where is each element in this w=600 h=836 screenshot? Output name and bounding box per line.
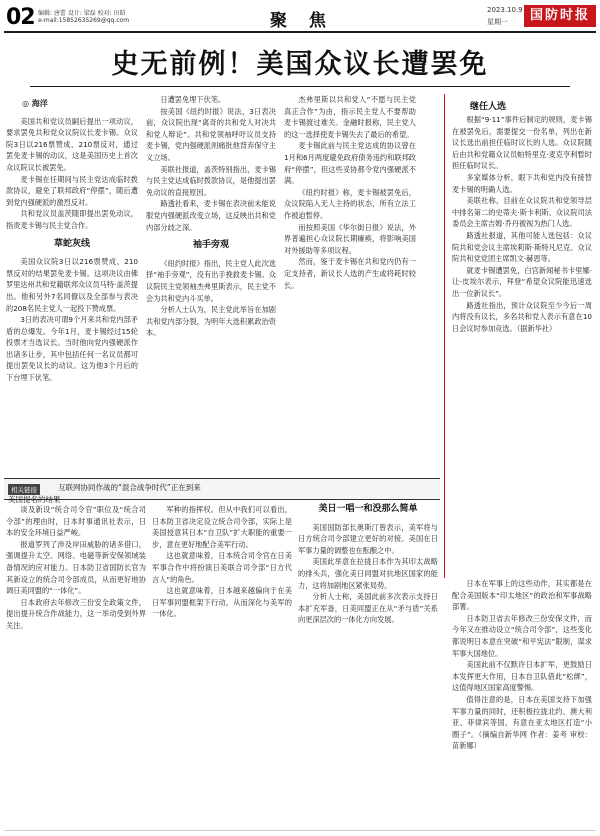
sidebar-title: 继任人选 [470,102,507,112]
article-column-2 [146,94,276,339]
related-tag: 相关链接 [8,484,40,495]
contact-email: e-mail:15852635269@qq.com [38,17,130,24]
paragraph: 而按照美国《华尔街日报》说法，外界普遍担心众议院长期瘫痪，将影响美国对外援助等多项议程。 [284,222,416,255]
section-title: 聚 焦 [270,11,334,31]
headline-rule [30,86,570,87]
page-headline: 史无前例！美国众议长遭罢免 [111,49,489,80]
paragraph: 军种的指挥权。但从中我们可以看出，日本防卫省决定设立统合司令部，实际上是美国授意其日本“自卫队”扩大职能的重要一步，意在更好地配合美军行动。 [152,505,292,549]
paragraph: 然而，鉴于麦卡锡在共和党内仍有一定支持者，新议长人选的产生或将耗时较长。 [284,257,416,290]
masthead [0,0,600,32]
related-subheadline: 美国提名的结果 [8,495,61,504]
paragraph: 《纽约时报》指出，民主党人此次选择“袖手旁观”，没有出手挽救麦卡锡。众议院民主党领袖杰弗里斯表示，民主党不会为共和党内斗买单。 [146,258,276,303]
paragraph: 日本防卫省去年修改三份安保文件，而今年又在推动设立“统合司令部”，这些变化都说明日本意在突破“和平宪法”限制，谋求军事大国地位。 [452,613,592,658]
paragraph: 谈及新设“统合司令官”职位及“统合司令部”的理由时，日本时事通讯社表示，日本的安全环境日益严峻。 [6,505,146,538]
issue-date: 2023.10.9 [487,6,523,14]
paragraph: 多家媒体分析，眼下共和党内没有接替麦卡锡的明确人选。 [452,172,592,194]
subheading: 草蛇灰线 [53,238,90,249]
paragraph: 路透社看来，麦卡锡在表决前未能说服党内强硬派改变立场，这反映出共和党内部分歧之深。 [146,199,276,232]
paragraph: 美国此举意在拉拢日本作为其印太战略的排头兵，强化美日同盟对抗地区国家的能力，这将加剧地区紧张局势。 [298,557,438,590]
paragraph: 分析人士称，美国此前多次表示支持日本扩充军备，日美同盟正在从“矛与盾”关系向更深层次的一体化方向发展。 [298,592,438,625]
paragraph: 就麦卡锡遭罢免，白宫新闻秘书卡里娜·让-皮埃尔表示，拜登“希望众议院能迅速选出一位新议长”。 [452,265,592,298]
page-number: 02 [6,5,35,30]
subheading: 袖手旁观 [192,240,229,251]
paragraph: 路透社报道，其他可能人选包括：众议院共和党会议主席埃莉斯·斯特凡尼克、众议院共和党党团主席凯文·赫恩等。 [452,230,592,264]
masthead-rule [4,31,596,33]
subheading: 美日一唱一和没那么简单 [318,504,418,514]
article-column-3 [284,94,416,291]
paragraph: 杰弗里斯以共和党人“不愿与民主党真正合作”为由，指示民主党人不要帮助麦卡锡渡过难关。金融时报称，民主党人的这一选择使麦卡锡失去了最后的希望。 [284,95,416,139]
paragraph: 日遭罢免埋下伏笔。 [160,95,226,104]
byline: ◎ 海洋 [22,99,48,108]
paragraph: 日本政府去年修改三份安全政策文件，提出提升统合作战能力，这一举动受到外界关注。 [6,597,146,630]
paragraph: 这也就意味着，日本统合司令官在日美军事合作中将扮演日美联合司令部“日方代言人”的角色。 [152,551,292,584]
newspaper-logo: 国防时报 [524,5,596,27]
issue-weekday: 星期一 [487,18,508,26]
lower-column-2 [152,504,292,620]
paragraph: 美联社称，目前在众议院共和党领导层中排名第二的史蒂夫·斯卡利斯、众议院司法委员会主席吉姆·乔丹被视为热门人选。 [452,196,592,229]
paragraph: 麦卡锡在任期间与民主党达成临时拨款协议，避免了联邦政府“停摆”，随后遭到党内强硬派的激烈反对。 [6,174,138,207]
lower-column-1 [6,504,146,632]
related-headline[interactable]: 互联网协同作战的“混合战争时代”正在到来 [58,483,201,492]
paragraph: 《纽约时报》称，麦卡锡被罢免后，众议院陷入无人主持的状态，所有立法工作被迫暂停。 [284,187,416,220]
paragraph: 美国众议院3日以216票赞成、210票反对的结果罢免麦卡锡。这项决议由佛罗里达州共和党籍联邦众议员马特·盖茨提出。他和另外7名同僚以及全部参与表决的208名民主党人一起投下赞成票。 [6,257,138,313]
footer-rule [4,830,596,831]
paragraph: 根据“9·11”事件后制定的规则，麦卡锡在被罢免后，需要提交一份名单，列出在新议长选出前担任临时议长的人选。众议院随后由共和党籍众议员帕特里克·麦克亨利暂时担任临时议长。 [452,115,592,171]
paragraph: 按美国《纽约时报》说法，3日表决前，众议院出现“离奇的共和党人对决共和党人辩论”。共和党领袖呼吁议员支持麦卡锡，党内强硬派则痛批他背弃保守主义立场。 [146,106,276,162]
paragraph: 路透社指出，预计众议院至少今后一周内将没有议长，多名共和党人表示有意在10日会议时参加竞选。（据新华社） [452,300,592,333]
sidebar-column [452,114,592,334]
paragraph: 美国此前不仅默许日本扩军，更鼓励日本发挥更大作用，日本自卫队借此“松绑”，这值得地区国家高度警惕。 [452,660,592,693]
paragraph: 3日的表决可谓9个月来共和党内部矛盾的总爆发。今年1月，麦卡锡经过15轮投票才当选议长。当时他向党内强硬派作出诸多让步，其中包括任何一名议员都可提出罢免议长的动议。这为他3个月后的下台埋下伏笔。 [6,315,138,383]
paragraph: 美国国防部长奥斯汀曾表示，美军将与日方统合司令部建立更好的对接。美国在日军事力量的调整也在酝酿之中。 [298,522,438,555]
article-column-1 [6,94,138,384]
paragraph: 麦卡锡此前与民主党达成的协议曾在1月和6月两度避免政府债务违约和联邦政府“停摆”，但这些妥协都令党内强硬派不满。 [284,141,416,186]
paragraph: 美联社报道，盖茨特别指出，麦卡锡与民主党达成临时拨款协议，是他提出罢免动议的直接原因。 [146,164,276,197]
paragraph: 共和党议员盖茨随即提出罢免动议，指责麦卡锡与民主党合作。 [6,209,138,230]
paragraph: 分析人士认为，民主党此举旨在加剧共和党内部分裂，为明年大选积累政治资本。 [146,305,276,338]
paragraph: 值得注意的是，日本在美国支持下加强军事力量的同时，还积极拉拢北约、澳大利亚、菲律宾等国，有意在亚太地区打造“小圈子”。（摘编自新华网 作者：姜考 审校：苗新娜） [452,694,592,751]
paragraph: 美国共和党议员嗣后提出一项动议，要求罢免共和党众议院议长麦卡锡。众议院3日以216票赞成、210票反对，通过罢免麦卡锡的动议，这是美国历史上首次众议院议长被罢免。 [6,116,138,172]
lower-column-3 [298,504,438,626]
lower-column-4 [452,578,592,752]
paragraph: 这也就意味着，日本越来越偏向于在美日军事同盟框架下行动，从而深化与美军的一体化。 [152,586,292,619]
editor-credits: 编辑: 唐蕾 设计: 梁磊 校对: 田昭 [38,10,126,17]
paragraph: 报道罗列了涉及岸田威胁的诸多借口，强调提升太空、网络、电磁等新安保领域装备情况的应对能力。日本防卫省国防长官为其新设立的统合司令部成员，从而更好地协调日美同盟的“一体化”。 [6,539,146,596]
paragraph: 日本在军事上的这些动作，其实都是在配合美国版本“印太地区”的政治和军事战略部署。 [452,579,592,612]
